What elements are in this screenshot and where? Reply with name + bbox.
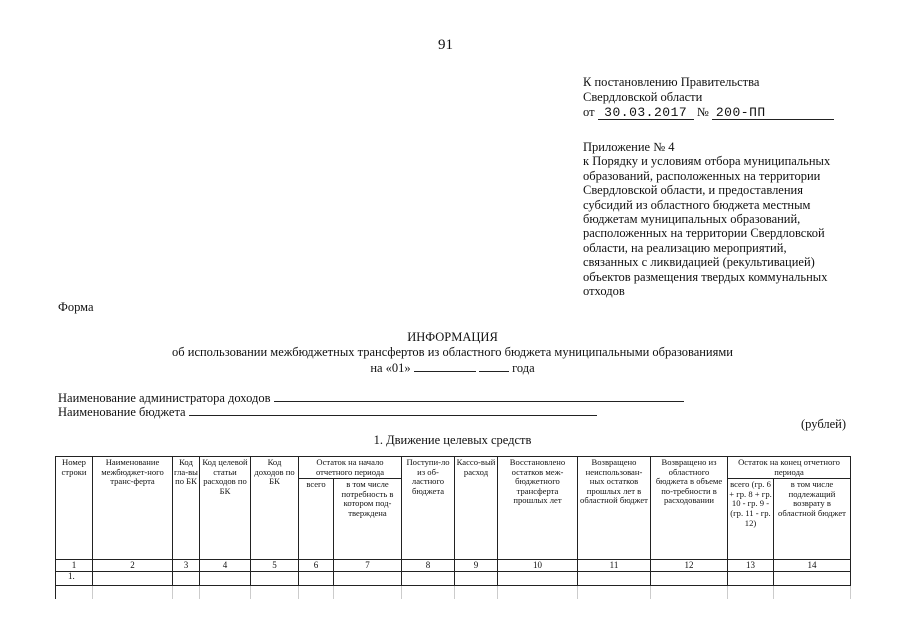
table-cell[interactable]: [334, 586, 402, 600]
header-returned-unused: Возвращено неиспользован-ных остатков прошлых лет в областной бюджет: [578, 457, 651, 560]
table-cell[interactable]: [578, 586, 651, 600]
header-row: [56, 457, 851, 479]
appendix-line: отходов: [583, 284, 625, 299]
table-cell[interactable]: [774, 586, 851, 600]
section-title: 1. Движение целевых средств: [373, 433, 532, 447]
header-opening-balance: Остаток на начало отчетного периода: [299, 457, 402, 479]
document-subtitle: об использовании межбюджетных трансфертов из областного бюджета муниципальными образованиями: [172, 345, 733, 359]
table-cell[interactable]: [173, 586, 200, 600]
table-cell[interactable]: [251, 572, 299, 586]
table-cell[interactable]: [728, 586, 774, 600]
resolution-number: 200-ПП: [712, 107, 834, 120]
form-label: Форма: [58, 300, 94, 314]
admin-blank[interactable]: [274, 390, 684, 402]
header-cash-expense: Кассо-вый расход: [455, 457, 498, 560]
table-cell[interactable]: [251, 586, 299, 600]
col-number: 4: [200, 560, 251, 572]
budget-field: [58, 404, 597, 420]
table-cell[interactable]: [93, 586, 173, 600]
report-date-prefix: на «01»: [370, 361, 411, 375]
column-number-row: [56, 560, 851, 572]
table-row: [56, 572, 851, 586]
appendix-title: Приложение № 4: [583, 140, 675, 154]
col-number: 6: [299, 560, 334, 572]
table-cell[interactable]: [455, 586, 498, 600]
units-label: (рублей): [801, 417, 847, 431]
col-number: 2: [93, 560, 173, 572]
header-chapter-code: Код гла-вы по БК: [173, 457, 200, 560]
admin-label: Наименование администратора доходов: [58, 391, 271, 405]
header-closing-balance: Остаток на конец отчетного периода: [728, 457, 851, 479]
row-label: 1.: [56, 572, 93, 586]
page-number: 91: [438, 37, 453, 53]
table-cell[interactable]: [498, 572, 578, 586]
report-date-suffix: года: [512, 361, 535, 375]
header-income-code: Код доходов по БК: [251, 457, 299, 560]
header-target-item-code: Код целевой статьи расходов по БК: [200, 457, 251, 560]
table-cell[interactable]: [578, 572, 651, 586]
appendix-line: образований, расположенных на территории: [583, 168, 821, 183]
appendix-line: связанных с ликвидацией (рекультивацией): [583, 255, 815, 270]
header-closing-total: всего (гр. 6 + гр. 8 + гр. 10 - гр. 9 - (гр. 11 - гр. 12): [728, 479, 774, 560]
appendix-line: субсидий из областного бюджета местным: [583, 197, 811, 212]
header-returned-from-budget: Возвращено из областного бюджета в объеме по-требности в расходовании: [651, 457, 728, 560]
funds-movement-table: [55, 456, 851, 599]
appendix-line: объектов размещения твердых коммунальных: [583, 269, 828, 284]
table-cell[interactable]: [200, 586, 251, 600]
header-row-number: Номер строки: [56, 457, 93, 560]
appendix-line: расположенных на территории Свердловской: [583, 226, 825, 241]
table-cell[interactable]: [498, 586, 578, 600]
col-number: 10: [498, 560, 578, 572]
table-cell[interactable]: [402, 572, 455, 586]
resolution-line-2: Свердловской области: [583, 90, 703, 104]
report-month-blank[interactable]: [414, 360, 476, 372]
table-cell[interactable]: [651, 586, 728, 600]
budget-label: Наименование бюджета: [58, 405, 186, 419]
table-cell[interactable]: [56, 586, 93, 600]
table-cell[interactable]: [299, 572, 334, 586]
col-number: 5: [251, 560, 299, 572]
appendix-line: бюджетам муниципальных образований,: [583, 212, 801, 227]
table-cell[interactable]: [299, 586, 334, 600]
header-received: Поступи-ло из об-ластного бюджета: [402, 457, 455, 560]
table-cell[interactable]: [455, 572, 498, 586]
table-cell[interactable]: [402, 586, 455, 600]
report-year-blank[interactable]: [479, 360, 509, 372]
header-opening-total: всего: [299, 479, 334, 560]
table-cell[interactable]: [334, 572, 402, 586]
table-row: [56, 586, 851, 600]
header-restored: Восстановлено остатков меж-бюджетного трансферта прошлых лет: [498, 457, 578, 560]
resolution-line-1: К постановлению Правительства: [583, 75, 760, 89]
number-label: №: [696, 105, 709, 119]
col-number: 9: [455, 560, 498, 572]
table-cell[interactable]: [774, 572, 851, 586]
header-closing-to-return: в том числе подлежащий возврату в областной бюджет: [774, 479, 851, 560]
report-date-line: [0, 360, 905, 376]
table-cell[interactable]: [728, 572, 774, 586]
document-title: ИНФОРМАЦИЯ: [407, 330, 498, 344]
appendix-block: [583, 140, 848, 298]
col-number: 8: [402, 560, 455, 572]
col-number: 1: [56, 560, 93, 572]
table-cell[interactable]: [173, 572, 200, 586]
date-prefix: от: [583, 105, 595, 119]
col-number: 3: [173, 560, 200, 572]
header-transfer-name: Наименование межбюджет-ного транс-ферта: [93, 457, 173, 560]
appendix-line: области, на реализацию мероприятий,: [583, 240, 787, 255]
col-number: 7: [334, 560, 402, 572]
table-cell[interactable]: [93, 572, 173, 586]
col-number: 11: [578, 560, 651, 572]
col-number: 14: [774, 560, 851, 572]
resolution-date: 30.03.2017: [598, 107, 694, 120]
appendix-line: к Порядку и условиям отбора муниципальных: [583, 154, 831, 169]
appendix-line: Свердловской области, и предоставления: [583, 183, 803, 198]
table-cell[interactable]: [200, 572, 251, 586]
budget-blank[interactable]: [189, 404, 597, 416]
col-number: 13: [728, 560, 774, 572]
col-number: 12: [651, 560, 728, 572]
table-cell[interactable]: [651, 572, 728, 586]
resolution-date-line: [583, 105, 834, 120]
header-opening-confirmed: в том числе потребность в котором под-тверждена: [334, 479, 402, 560]
